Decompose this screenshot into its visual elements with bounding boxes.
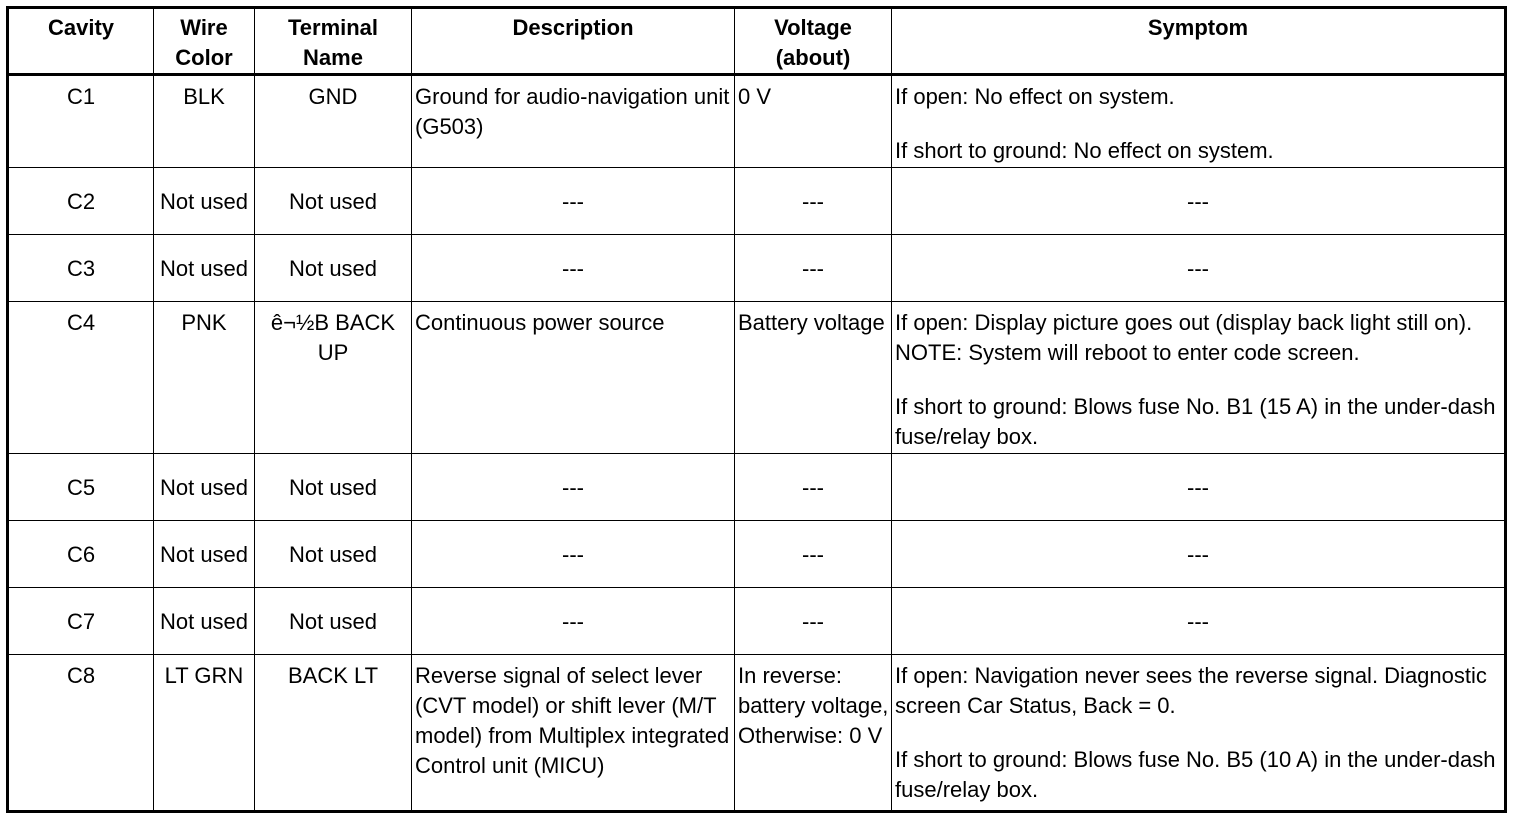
header-wire-color-line2: Color: [175, 45, 233, 70]
cavity-cell: C3: [8, 235, 154, 302]
table-header-row: [8, 8, 1506, 75]
header-terminal-name: [255, 8, 412, 75]
description-cell: ---: [412, 521, 735, 588]
wire-color-cell: PNK: [154, 302, 255, 454]
terminal-name-cell: BACK LT: [255, 655, 412, 812]
symptom-cell: [892, 302, 1506, 454]
symptom-cell: ---: [892, 168, 1506, 235]
wire-color-cell: Not used: [154, 235, 255, 302]
description-cell: ---: [412, 588, 735, 655]
terminal-name-cell: GND: [255, 75, 412, 168]
terminal-name-cell: Not used: [255, 454, 412, 521]
header-voltage-line2: (about): [775, 45, 851, 70]
symptom-short-text: If short to ground: No effect on system.: [895, 138, 1274, 163]
header-wire-color-line1: Wire: [180, 15, 228, 40]
symptom-open-text: If open: No effect on system.: [895, 84, 1175, 109]
cavity-cell: C2: [8, 168, 154, 235]
wire-color-cell: LT GRN: [154, 655, 255, 812]
connector-pinout-table: [6, 6, 1507, 813]
terminal-name-cell: Not used: [255, 521, 412, 588]
symptom-cell: ---: [892, 235, 1506, 302]
symptom-cell: [892, 655, 1506, 812]
header-symptom-label: Symptom: [1147, 15, 1249, 40]
table-row: [8, 454, 1506, 521]
description-cell: ---: [412, 454, 735, 521]
header-symptom: [892, 8, 1506, 75]
description-cell: Continuous power source: [412, 302, 735, 454]
voltage-cell: In reverse: battery voltage, Otherwise: 0 V: [735, 655, 892, 812]
table-row: [8, 302, 1506, 454]
terminal-name-cell: ê¬½B BACK UP: [255, 302, 412, 454]
wire-color-cell: BLK: [154, 75, 255, 168]
description-cell: Reverse signal of select lever (CVT model) or shift lever (M/T model) from Multiplex integrated Control unit (MICU): [412, 655, 735, 812]
table-row: [8, 655, 1506, 812]
header-voltage-line1: Voltage: [774, 15, 852, 40]
symptom-open-text: If open: Navigation never sees the reverse signal. Diagnostic screen Car Status, Back = 0.: [895, 663, 1487, 718]
cavity-cell: C5: [8, 454, 154, 521]
header-cavity: [8, 8, 154, 75]
header-terminal-name-line2: Name: [303, 45, 363, 70]
symptom-cell: [892, 75, 1506, 168]
cavity-cell: C7: [8, 588, 154, 655]
header-terminal-name-line1: Terminal: [287, 15, 379, 40]
voltage-cell: ---: [735, 588, 892, 655]
voltage-cell: ---: [735, 168, 892, 235]
wire-color-cell: Not used: [154, 588, 255, 655]
description-cell: Ground for audio-navigation unit (G503): [412, 75, 735, 168]
header-description: [412, 8, 735, 75]
header-cavity-label: Cavity: [47, 15, 115, 40]
terminal-name-cell: Not used: [255, 588, 412, 655]
table-row: [8, 521, 1506, 588]
header-wire-color: [154, 8, 255, 75]
symptom-short-text: If short to ground: Blows fuse No. B1 (15 A) in the under-dash fuse/relay box.: [895, 394, 1496, 449]
symptom-cell: ---: [892, 588, 1506, 655]
table-row: [8, 235, 1506, 302]
symptom-cell: ---: [892, 521, 1506, 588]
voltage-cell: ---: [735, 454, 892, 521]
voltage-cell: 0 V: [735, 75, 892, 168]
voltage-cell: ---: [735, 235, 892, 302]
description-cell: ---: [412, 235, 735, 302]
symptom-cell: ---: [892, 454, 1506, 521]
cavity-cell: C4: [8, 302, 154, 454]
wire-color-cell: Not used: [154, 168, 255, 235]
table-row: [8, 168, 1506, 235]
table-row: [8, 75, 1506, 168]
wire-color-cell: Not used: [154, 454, 255, 521]
header-voltage: [735, 8, 892, 75]
terminal-name-cell: Not used: [255, 168, 412, 235]
header-description-label: Description: [512, 15, 634, 40]
cavity-cell: C1: [8, 75, 154, 168]
table-row: [8, 588, 1506, 655]
symptom-open-text: If open: Display picture goes out (display back light still on). NOTE: System will reboot to enter code screen.: [895, 310, 1473, 365]
terminal-name-cell: Not used: [255, 235, 412, 302]
cavity-cell: C8: [8, 655, 154, 812]
wire-color-cell: Not used: [154, 521, 255, 588]
cavity-cell: C6: [8, 521, 154, 588]
description-cell: ---: [412, 168, 735, 235]
voltage-cell: ---: [735, 521, 892, 588]
symptom-short-text: If short to ground: Blows fuse No. B5 (10 A) in the under-dash fuse/relay box.: [895, 747, 1496, 802]
voltage-cell: Battery voltage: [735, 302, 892, 454]
